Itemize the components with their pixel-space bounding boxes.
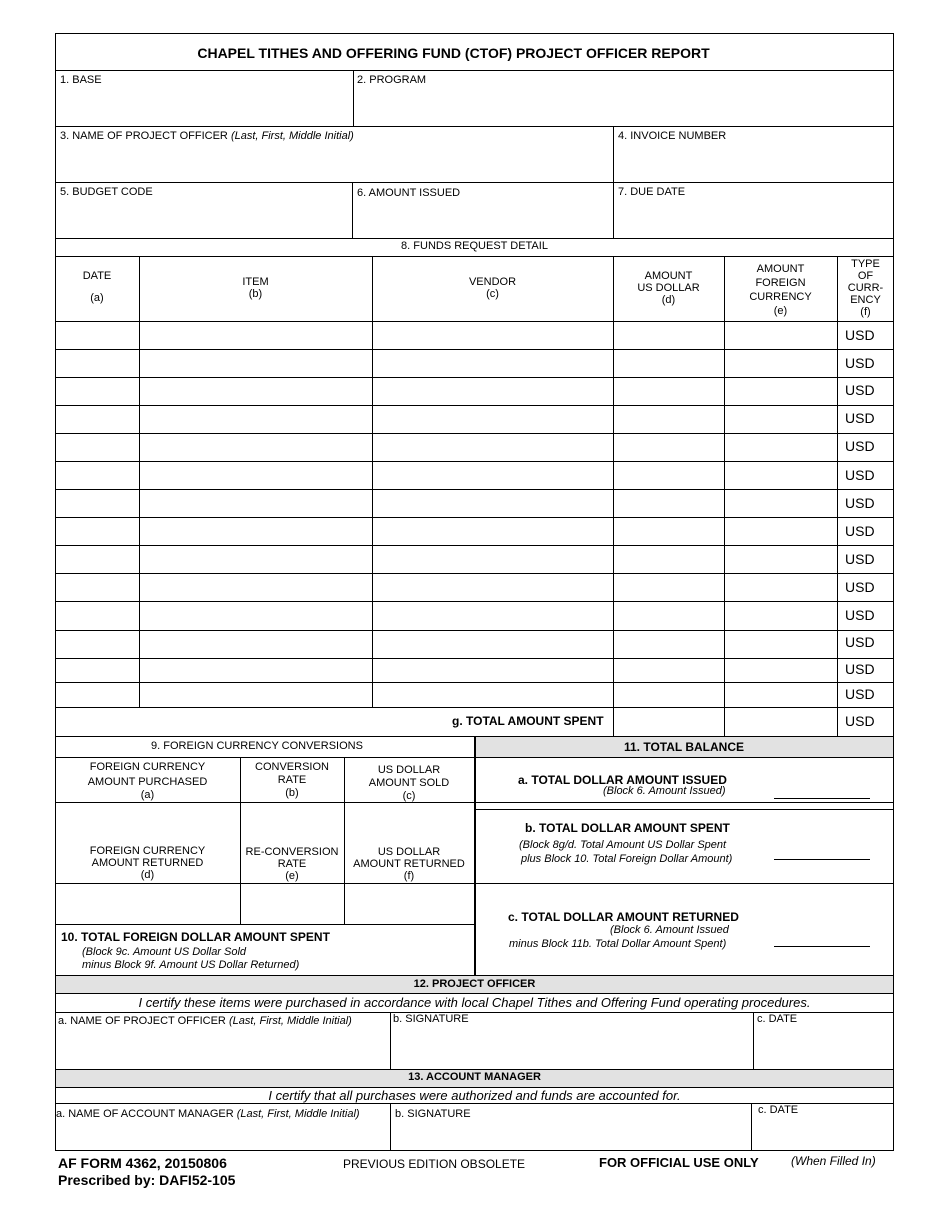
table-row[interactable] (56, 518, 893, 545)
am-signature-label: b. SIGNATURE (395, 1108, 471, 1120)
am-name-label: a. NAME OF ACCOUNT MANAGER (Last, First, Middle Initial) (56, 1108, 360, 1120)
am-date-field[interactable] (753, 1118, 893, 1150)
total-foreign-note: (Block 9c. Amount US Dollar Sold minus Block 9f. Amount US Dollar Returned) (82, 946, 300, 971)
total-currency-cell[interactable]: USD (845, 713, 875, 729)
am-signature-field[interactable] (392, 1122, 750, 1150)
col-date-header: DATE (a) (82, 270, 112, 304)
table-row[interactable] (56, 546, 893, 573)
conv-a-header: FOREIGN CURRENCY AMOUNT PURCHASED (a) (87, 761, 208, 801)
prescribed-by: Prescribed by: DAFI52-105 (58, 1172, 236, 1188)
currency-cell[interactable]: USD (845, 438, 875, 454)
conversions-title: 9. FOREIGN CURRENCY CONVERSIONS (151, 740, 363, 752)
account-manager-certify: I certify that all purchases were authorized and funds are accounted for. (268, 1088, 681, 1103)
table-row[interactable] (56, 602, 893, 630)
currency-cell[interactable]: USD (845, 467, 875, 483)
conv-b-header: CONVERSION RATE (b) (255, 761, 329, 799)
conv-f-header: US DOLLAR AMOUNT RETURNED (f) (353, 846, 465, 882)
form-id: AF FORM 4362, 20150806 (58, 1155, 227, 1171)
program-field[interactable] (355, 88, 893, 125)
table-row[interactable] (56, 462, 893, 489)
po-signature-field[interactable] (392, 1027, 752, 1068)
col-item-header: ITEM (b) (242, 276, 269, 300)
table-row[interactable] (56, 378, 893, 405)
previous-edition: PREVIOUS EDITION OBSOLETE (343, 1157, 526, 1171)
col-vendor-header: VENDOR (c) (468, 276, 517, 300)
po-date-label: c. DATE (757, 1013, 798, 1025)
balance-b-field[interactable] (774, 859, 870, 860)
currency-cell[interactable]: USD (845, 410, 875, 426)
balance-a-note: (Block 6. Amount Issued) (603, 785, 726, 797)
currency-cell[interactable]: USD (845, 607, 875, 623)
budget-code-field[interactable] (56, 200, 351, 237)
am-name-field[interactable] (56, 1122, 389, 1150)
total-foreign-field[interactable] (725, 708, 836, 735)
table-row[interactable] (56, 406, 893, 433)
total-us-dollar-field[interactable] (614, 708, 723, 735)
col-us-dollar-header: AMOUNT US DOLLAR (d) (637, 270, 700, 306)
table-row[interactable] (56, 659, 893, 682)
conv-amount-sold-field[interactable] (345, 803, 473, 833)
col-foreign-header: AMOUNT FOREIGN CURRENCY (e) (749, 263, 812, 317)
po-date-field[interactable] (755, 1027, 893, 1068)
currency-cell[interactable]: USD (845, 579, 875, 595)
base-field[interactable] (56, 88, 352, 125)
table-row[interactable] (56, 322, 893, 349)
po-signature-label: b. SIGNATURE (393, 1013, 469, 1025)
conv-e-header: RE-CONVERSION RATE (e) (245, 846, 339, 882)
balance-c-field[interactable] (774, 946, 870, 947)
balance-c-note1: (Block 6. Amount Issued (610, 924, 729, 936)
table-row[interactable] (56, 631, 893, 658)
due-date-field[interactable] (615, 200, 893, 237)
conv-amount-purchased-field[interactable] (56, 803, 240, 833)
conv-amount-returned-field[interactable] (56, 884, 240, 924)
due-date-label: 7. DUE DATE (618, 186, 686, 198)
balance-a-field[interactable] (774, 798, 870, 799)
reconv-rate-field[interactable] (241, 884, 344, 924)
total-foreign-title: 10. TOTAL FOREIGN DOLLAR AMOUNT SPENT (61, 930, 330, 944)
currency-cell[interactable]: USD (845, 327, 875, 343)
table-row[interactable] (56, 350, 893, 377)
currency-cell[interactable]: USD (845, 551, 875, 567)
invoice-label: 4. INVOICE NUMBER (618, 130, 727, 142)
po-name-field[interactable] (56, 1029, 389, 1068)
currency-cell[interactable]: USD (845, 634, 875, 650)
project-officer-title: 12. PROJECT OFFICER (413, 978, 536, 990)
table-row[interactable] (56, 683, 893, 707)
conv-d-header: FOREIGN CURRENCY AMOUNT RETURNED (d) (89, 845, 206, 881)
conv-c-header: US DOLLAR AMOUNT SOLD (c) (368, 764, 450, 802)
am-date-label: c. DATE (758, 1104, 799, 1116)
balance-b-note: (Block 8g/d. Total Amount US Dollar Spent plus Block 10. Total Foreign Dollar Amount) (519, 839, 733, 865)
budget-code-label: 5. BUDGET CODE (60, 186, 153, 198)
us-amount-returned-field[interactable] (345, 884, 473, 924)
conv-rate-field[interactable] (241, 803, 344, 833)
currency-cell[interactable]: USD (845, 382, 875, 398)
table-row[interactable] (56, 490, 893, 517)
when-filled: (When Filled In) (791, 1154, 876, 1168)
table-row[interactable] (56, 574, 893, 601)
funds-request-title: 8. FUNDS REQUEST DETAIL (401, 240, 548, 252)
form-title: CHAPEL TITHES AND OFFERING FUND (CTOF) PROJECT OFFICER REPORT (197, 45, 710, 61)
currency-cell[interactable]: USD (845, 686, 875, 702)
invoice-field[interactable] (615, 144, 893, 181)
currency-cell[interactable]: USD (845, 495, 875, 511)
account-manager-title: 13. ACCOUNT MANAGER (408, 1071, 541, 1083)
officer-name-label: 3. NAME OF PROJECT OFFICER (Last, First, Middle Initial) (60, 130, 354, 142)
table-row[interactable] (56, 434, 893, 461)
official-use: FOR OFFICIAL USE ONLY (599, 1155, 759, 1170)
balance-b-title: b. TOTAL DOLLAR AMOUNT SPENT (525, 821, 730, 835)
total-spent-label: g. TOTAL AMOUNT SPENT (452, 714, 604, 728)
officer-name-field[interactable] (56, 144, 612, 181)
project-officer-certify: I certify these items were purchased in accordance with local Chapel Tithes and Offering Fund operating procedures. (138, 995, 811, 1010)
balance-c-note2: minus Block 11b. Total Dollar Amount Spent) (509, 938, 727, 950)
amount-issued-label: 6. AMOUNT ISSUED (357, 187, 461, 199)
currency-cell[interactable]: USD (845, 523, 875, 539)
total-balance-title: 11. TOTAL BALANCE (623, 740, 745, 754)
amount-issued-field[interactable] (354, 201, 612, 237)
currency-cell[interactable]: USD (845, 661, 875, 677)
base-label: 1. BASE (60, 74, 102, 86)
col-type-header: TYPE OF CURR- ENCY (f) (847, 258, 884, 318)
balance-a-title: a. TOTAL DOLLAR AMOUNT ISSUED (518, 773, 727, 787)
program-label: 2. PROGRAM (357, 74, 427, 86)
currency-cell[interactable]: USD (845, 355, 875, 371)
po-name-label: a. NAME OF PROJECT OFFICER (Last, First, Middle Initial) (58, 1015, 352, 1027)
balance-c-title: c. TOTAL DOLLAR AMOUNT RETURNED (508, 910, 739, 924)
